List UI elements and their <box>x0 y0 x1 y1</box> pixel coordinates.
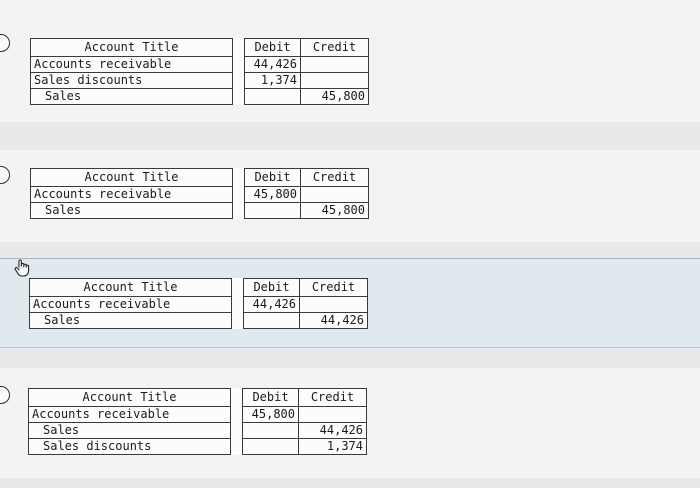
header-debit: Debit <box>245 39 301 57</box>
account-cell: Accounts receivable <box>31 187 233 203</box>
hand-pointer-icon <box>12 258 32 278</box>
header-credit: Credit <box>299 389 367 407</box>
account-cell: Sales discounts <box>31 73 233 89</box>
debit-cell <box>245 203 301 219</box>
credit-cell <box>299 407 367 423</box>
account-cell: Sales <box>29 423 231 439</box>
debit-cell <box>245 89 301 105</box>
option-2-radio[interactable] <box>0 166 10 184</box>
table-row <box>30 297 368 313</box>
credit-cell: 44,426 <box>299 423 367 439</box>
table-row <box>29 407 367 423</box>
answer-option-4[interactable] <box>0 368 700 478</box>
credit-cell: 1,374 <box>299 439 367 455</box>
table-row <box>31 73 369 89</box>
answer-option-2[interactable] <box>0 150 700 242</box>
credit-cell: 45,800 <box>301 89 369 105</box>
debit-cell <box>243 439 299 455</box>
option-4-radio[interactable] <box>0 386 10 404</box>
header-account-title: Account Title <box>30 279 232 297</box>
account-cell: Sales <box>31 203 233 219</box>
credit-cell <box>301 57 369 73</box>
table-row <box>31 89 369 105</box>
table-row <box>31 57 369 73</box>
option-1-radio[interactable] <box>0 34 10 52</box>
table-row <box>30 313 368 329</box>
table-row <box>31 187 369 203</box>
account-cell: Sales <box>30 313 232 329</box>
header-debit: Debit <box>243 389 299 407</box>
table-row <box>31 203 369 219</box>
header-debit: Debit <box>245 169 301 187</box>
header-debit: Debit <box>244 279 300 297</box>
journal-table-4 <box>28 388 367 455</box>
debit-cell: 44,426 <box>245 57 301 73</box>
table-row <box>29 423 367 439</box>
header-account-title: Account Title <box>31 169 233 187</box>
header-credit: Credit <box>301 39 369 57</box>
answer-option-3[interactable] <box>0 258 700 348</box>
answer-option-1[interactable] <box>0 0 700 122</box>
header-credit: Credit <box>300 279 368 297</box>
journal-table-2 <box>30 168 369 219</box>
credit-cell <box>301 73 369 89</box>
account-cell: Accounts receivable <box>30 297 232 313</box>
debit-cell <box>244 313 300 329</box>
debit-cell: 45,800 <box>243 407 299 423</box>
credit-cell: 45,800 <box>301 203 369 219</box>
account-cell: Accounts receivable <box>31 57 233 73</box>
debit-cell: 45,800 <box>245 187 301 203</box>
credit-cell <box>301 187 369 203</box>
credit-cell <box>300 297 368 313</box>
table-row <box>29 439 367 455</box>
account-cell: Sales <box>31 89 233 105</box>
header-account-title: Account Title <box>31 39 233 57</box>
debit-cell: 44,426 <box>244 297 300 313</box>
credit-cell: 44,426 <box>300 313 368 329</box>
debit-cell: 1,374 <box>245 73 301 89</box>
account-cell: Accounts receivable <box>29 407 231 423</box>
debit-cell <box>243 423 299 439</box>
account-cell: Sales discounts <box>29 439 231 455</box>
journal-table-1 <box>30 38 369 105</box>
header-credit: Credit <box>301 169 369 187</box>
journal-table-3 <box>29 278 368 329</box>
header-account-title: Account Title <box>29 389 231 407</box>
